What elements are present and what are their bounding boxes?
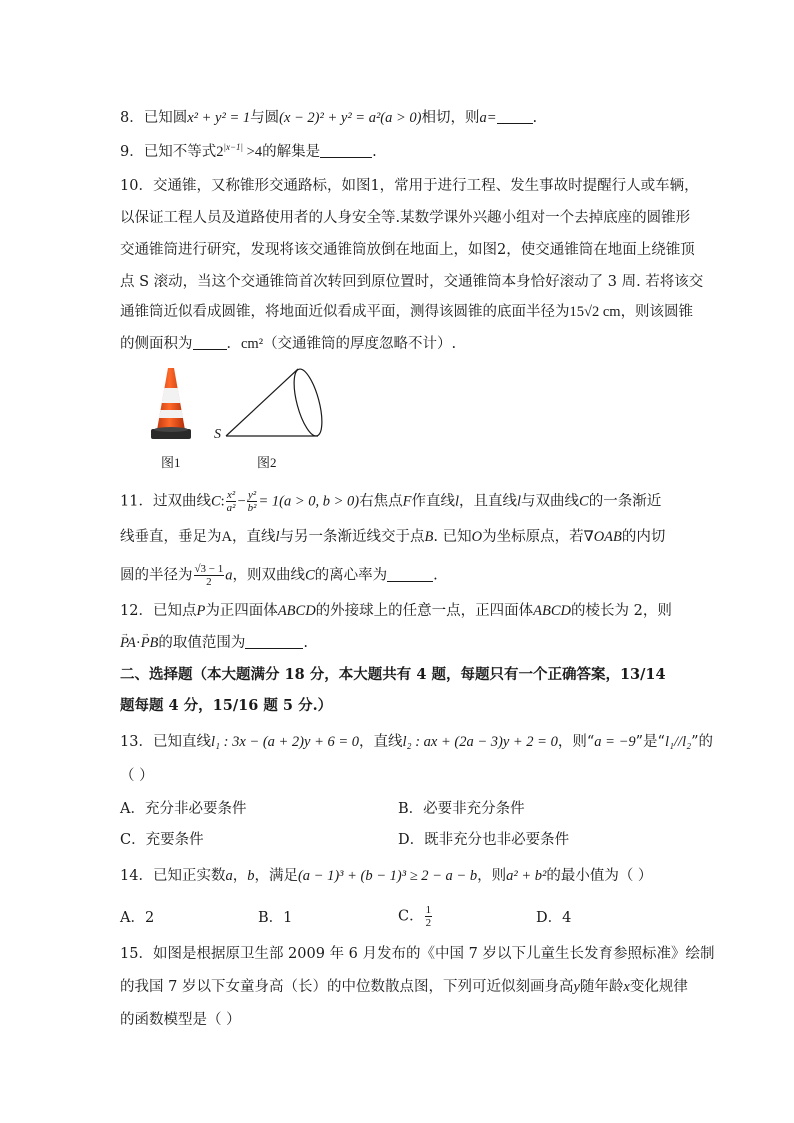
q12-dot: · [135, 635, 141, 651]
q11-l3-prefix: 圆的半径为 [120, 567, 193, 584]
q11-A: A [221, 529, 232, 545]
q13-line-l1: l₁ : 3x − (a + 2)y + 6 = 0 [210, 734, 360, 750]
q11-l-3: l [275, 529, 280, 545]
q13-option-d[interactable]: D．既非充分也非必要条件 [398, 832, 570, 848]
q14-a: a [225, 868, 233, 884]
q11-colon: : [220, 493, 225, 510]
q14-option-c-den: 2 [425, 917, 432, 929]
q9-prefix: 9．已知不等式 [120, 144, 217, 160]
q11-frac-x [226, 489, 237, 514]
q8-prefix: 8．已知圆 [120, 110, 188, 126]
q11-C-2: C [579, 493, 589, 510]
q9-base: 2 [216, 144, 224, 160]
q11-mid4: 与双曲线 [521, 493, 580, 510]
q11-l2-mid2: 与另一条渐近线交于点 [279, 529, 425, 545]
q11-prefix: 11．过双曲线 [120, 493, 211, 510]
q14-mid: ，满足 [254, 868, 298, 884]
q10-line-1: 10．交通锥，又称锥形交通路标，如图1，常用于进行工程、发生事故时提醒行人或车辆， [120, 178, 699, 194]
q13-relation: l₁//l₂ [664, 734, 692, 750]
q12-line-1 [120, 601, 680, 621]
q12-mid: 为正四面体 [205, 603, 278, 619]
q14-option-d[interactable]: D．4 [536, 910, 572, 926]
q12-end: . [303, 635, 309, 651]
q12-l2-end: 的取值范围为 [158, 635, 246, 651]
q13-answer-paren[interactable]: （ ） [120, 768, 154, 784]
figure-1-caption: 图1 [161, 455, 181, 470]
q15-x: x [623, 979, 630, 995]
q8-var: a= [479, 110, 497, 126]
q10-line-4: 点 S 滚动，当这个交通锥筒首次转回到原位置时，交通锥筒本身恰好滚动了 3 周. 若将该交 [120, 274, 704, 290]
figure-2-caption: 图2 [257, 455, 277, 470]
q14-end: 的最小值为（ ） [546, 868, 653, 884]
q14-sep: ， [232, 868, 248, 884]
q13-mid2: ，则“ [557, 734, 595, 750]
q13-prefix: 13．已知直线 [120, 734, 211, 750]
q11-l: l [454, 493, 459, 510]
q11-l2-prefix: 线垂直，垂足为 [120, 529, 222, 545]
q12-vector-PB: → PB [141, 633, 159, 653]
q11-b2: b² [247, 502, 257, 514]
q11-line-2 [120, 527, 680, 547]
q11-answer-blank[interactable] [387, 567, 433, 582]
q11-mid: 右焦点 [359, 493, 403, 510]
q15-line-2 [120, 977, 688, 997]
q10-line-5-end: ，则该圆锥 [620, 304, 694, 320]
section-2-header-line-2: 题每题 4 分，15/16 题 5 分.） [120, 697, 333, 714]
q10-line-6: 的侧面积为 ．cm²（交通锥筒的厚度忽略不计）. [120, 336, 457, 352]
q12-P: P [196, 603, 206, 619]
q8-circle-1: x² + y² = 1 [187, 110, 251, 126]
q11-frac-den: 2 [206, 576, 212, 588]
q11-B: B [424, 529, 434, 545]
q11-l2-mid4: 为坐标原点，若 [482, 529, 584, 545]
q11-l2-mid3: . 已知 [433, 529, 472, 545]
q8-mid: 与圆 [250, 110, 280, 126]
q15-line-2-prefix: 的我国 7 岁以下女童身高（长）的中位数散点图，下列可近似刻画身高 [120, 979, 574, 995]
q11-l3-mid: ，则双曲线 [232, 567, 305, 584]
q9-answer-blank[interactable] [320, 143, 372, 158]
q11-C: C [210, 493, 221, 510]
q13-condition: a = −9 [594, 734, 636, 750]
q11-radius-frac [194, 563, 225, 588]
q12-mid2: 的外接球上的任意一点，正四面体 [315, 603, 534, 619]
q13-mid: ，直线 [359, 734, 403, 750]
q11-a2: a² [226, 502, 236, 514]
q12-line-2 [120, 633, 680, 653]
q11-line-1: 11．过双曲线C: $\frac{\text{x²}}{\text{a²}}$ − $\frac{\text{y²}}{\text{b²}}$ = 1(a > 0, b > 0)右焦点F作直线l，且直线l与双曲线C的一条渐近 [120, 489, 662, 514]
q12-ABCD-2: ABCD [533, 603, 572, 619]
q10-line-6-prefix: 的侧面积为 [120, 336, 193, 352]
q11-a: a [225, 567, 233, 584]
q14-mid2: ，则 [477, 868, 507, 884]
q11-l3-end: 的离心率为 [314, 567, 388, 584]
q15-y: y [573, 979, 580, 995]
q11-C-3: C [305, 567, 315, 584]
q11-O: O [471, 529, 483, 545]
q12-l1-end: 的棱长为 2，则 [571, 603, 672, 619]
cone-stripe-upper [162, 388, 181, 403]
q14-option-c-num: 1 [425, 904, 432, 916]
cone-diagram-figure [208, 362, 328, 448]
q14-option-c[interactable] [398, 904, 433, 929]
q11-mid2: 作直线 [411, 493, 455, 510]
q15-line-1: 15．如图是根据原卫生部 2009 年 6 月发布的《中国 7 岁以下儿童生长发育参照标准》绘制 [120, 946, 715, 962]
q15-line-2-end: 变化规律 [629, 979, 688, 995]
q11-l1-end: 的一条渐近 [588, 493, 662, 510]
q10-line-6-suffix: （交通锥筒的厚度忽略不计）. [263, 336, 457, 352]
question-9 [120, 142, 680, 162]
q12-vector-PA: → PA [120, 633, 136, 653]
cone-upper-edge [226, 369, 298, 436]
cone-stripe-lower [159, 410, 183, 418]
q8-circle-2: (x − 2)² + y² = a²(a > 0) [279, 110, 422, 126]
q13-option-a[interactable]: A．充分非必要条件 [120, 801, 247, 817]
q8-end: . [532, 110, 538, 126]
q14-inequality: (a − 1)³ + (b − 1)³ ≥ 2 − a − b [297, 868, 478, 884]
q8-answer-blank[interactable] [497, 109, 533, 124]
q11-x2: x² [226, 489, 236, 501]
q12-answer-blank[interactable] [245, 634, 303, 649]
q8-suffix: 相切，则 [421, 110, 480, 126]
q10-line-3: 交通锥筒进行研究，发现将该交通锥筒放倒在地面上，如图2，使交通锥筒在地面上绕锥顶 [120, 242, 695, 258]
q10-line-5-text: 通锥筒近似看成圆锥，将地面近似看成平面，测得该圆锥的底面半径为 [120, 304, 570, 320]
q11-l2-end: 的内切 [621, 529, 666, 545]
q9-suffix: 的解集是 [262, 144, 321, 160]
q12-prefix: 12．已知点 [120, 603, 197, 619]
q11-l-2: l [517, 493, 522, 510]
q13-end: ”的 [691, 734, 714, 750]
q10-line-5 [120, 302, 694, 322]
q11-y2: y² [247, 489, 257, 501]
q11-end: . [433, 567, 438, 584]
q14-prefix: 14．已知正实数 [120, 868, 226, 884]
q14-option-c-prefix: C． [398, 908, 424, 925]
q10-unit: cm² [241, 336, 264, 352]
cone-base-ellipse [288, 366, 327, 438]
traffic-cone-figure [148, 366, 194, 442]
q10-line-2: 以保证工程人员及道路使用者的人身安全等.某数学课外兴趣小组对一个去掉底座的圆锥形 [120, 210, 691, 226]
q11-eq: = 1(a > 0, b > 0) [258, 493, 360, 510]
q14-option-b[interactable]: B．1 [258, 910, 293, 926]
section-2-header-line-1: 二、选择题（本大题满分 18 分，本大题共有 4 题，每题只有一个正确答案，13/14 [120, 666, 666, 683]
q13-line-1 [120, 732, 714, 752]
q14-option-c-frac [425, 904, 433, 929]
q9-end: . [372, 144, 377, 160]
q12-ABCD: ABCD [277, 603, 316, 619]
q14-line-1 [120, 866, 680, 886]
q10-answer-blank[interactable] [193, 335, 227, 350]
q13-option-c[interactable]: C．充要条件 [120, 832, 204, 848]
q11-mid3: ，且直线 [459, 493, 517, 510]
q14-option-a[interactable]: A．2 [120, 910, 155, 926]
q13-option-b[interactable]: B．必要非充分条件 [398, 801, 525, 817]
q14-b: b [247, 868, 255, 884]
q10-radius: 15√2 cm [569, 304, 621, 320]
q9-gt: >4 [243, 144, 263, 160]
q15-line-3: 的函数模型是（ ） [120, 1012, 241, 1028]
question-8 [120, 108, 680, 128]
q13-mid3: ”是“ [635, 734, 665, 750]
q11-l2-mid: ，直线 [231, 529, 276, 545]
q15-line-2-mid: 随年龄 [579, 979, 624, 995]
q11-frac-y [247, 489, 258, 514]
q11-frac-num: √3 − 1 [194, 563, 224, 575]
q11-F: F [402, 493, 412, 510]
q9-exponent: |x−1| [223, 142, 244, 152]
q11-line-3 [120, 563, 680, 588]
q11-triangle: ∇OAB [583, 529, 622, 545]
q13-line-l2: l₂ : ax + (2a − 3)y + 2 = 0 [402, 734, 558, 750]
cone-base-top [154, 427, 188, 432]
vertex-s-label: S [214, 427, 221, 442]
q14-expression: a² + b² [506, 868, 547, 884]
